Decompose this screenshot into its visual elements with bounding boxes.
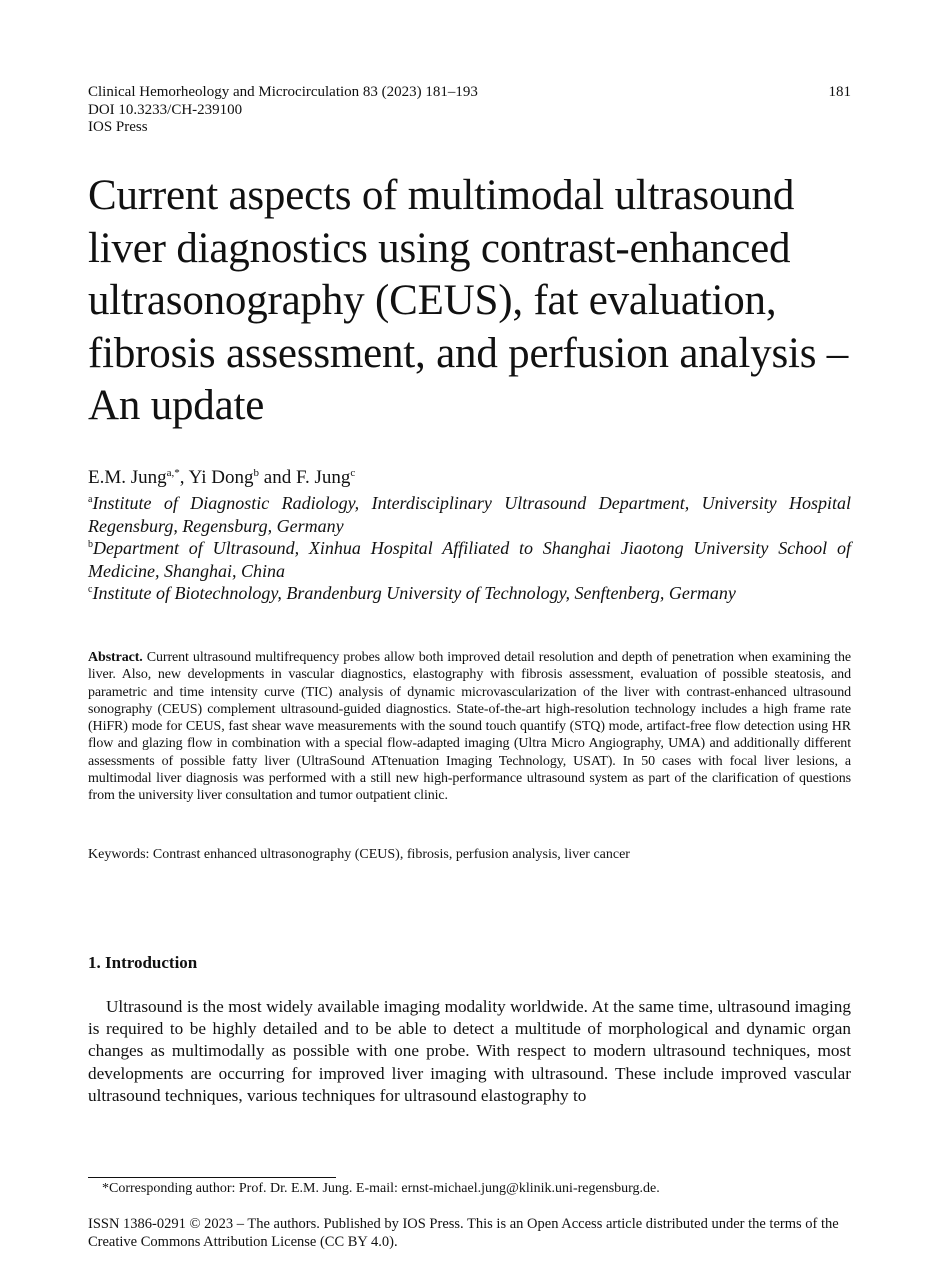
paper-page: [88, 0, 851, 1280]
running-header: [88, 84, 851, 137]
affiliation: $^c$Institute of Biotechnology, Brandenburg University of Technology, Senftenberg, Germany: [88, 583, 736, 603]
affiliation: $^a$Institute of Diagnostic Radiology, Interdisciplinary Ultrasound Department, University Hospital Regensburg, Regensburg, Germany: [88, 493, 851, 536]
author[interactable]: Yi Dong$^b$: [188, 467, 260, 488]
journal-citation: Clinical Hemorheology and Microcirculation 83 (2023) 181–193: [88, 84, 478, 100]
author-affiliation-mark: c: [350, 467, 356, 479]
doi[interactable]: DOI 10.3233/CH-239100: [88, 101, 243, 118]
affiliation: $^b$Department of Ultrasound, Xinhua Hospital Affiliated to Shanghai Jiaotong University School of Medicine, Shanghai, China: [88, 538, 851, 581]
license-statement: ISSN 1386-0291 © 2023 – The authors. Published by IOS Press. This is an Open Access article distributed under the terms of the Creative Commons Attribution License (CC BY 4.0).: [88, 1216, 839, 1250]
paper-title: Current aspects of multimodal ultrasound liver diagnostics using contrast-enhanced ultrasonography (CEUS), fat evaluation, fibrosis assessment, and perfusion analysis – An update: [88, 172, 849, 429]
author-list: E.M. Jung$^{a,*}$, Yi Dong$^b$ and F. Jung$^c$: [88, 467, 356, 488]
abstract-label: Abstract.: [88, 650, 143, 665]
author-affiliation-mark: a,*: [166, 467, 180, 479]
abstract: [88, 649, 851, 805]
page-number: 181: [828, 84, 851, 100]
publisher: IOS Press: [88, 119, 148, 135]
author-affiliation-mark: b: [253, 467, 260, 479]
keywords: Keywords: Contrast enhanced ultrasonography (CEUS), fibrosis, perfusion analysis, liver cancer: [88, 847, 630, 862]
corresponding-author-footnote: *Corresponding author: Prof. Dr. E.M. Jung. E-mail: ernst-michael.jung@klinik.uni-regensburg.de.: [102, 1181, 660, 1196]
section-body: Ultrasound is the most widely available imaging modality worldwide. At the same time, ultrasound imaging is required to be highly detailed and to be able to detect a multitude of morphological and dynamic organ changes as multimodally as possible with one probe. With respect to modern ultrasound techniques, most developments are occurring for improved liver imaging with ultrasound. These include improved vascular ultrasound techniques, various techniques for ultrasound elastography to: [88, 997, 851, 1105]
footnote-divider: [88, 1177, 336, 1178]
affiliation-list: [88, 492, 851, 605]
author[interactable]: F. Jung$^c$: [295, 467, 356, 488]
section-heading: 1. Introduction: [88, 953, 198, 972]
abstract-text: Current ultrasound multifrequency probes allow both improved detail resolution and depth of penetration when examining the liver. Also, new developments in vascular diagnostics, elastography with fibrosis assessment, evaluation of possible steatosis, and parametric and time intensity curve (TIC) analysis of dynamic microvascularization of the liver with contrast-enhanced ultrasound sonography (CEUS) complement ultrasound-guided diagnostics. State-of-the-art high-resolution technology includes a high frame rate (HiFR) mode for CEUS, fast shear wave measurements with the sound touch quantify (STQ) mode, artifact-free flow detection using HR flow and glazing flow in combination with a special flow-adapted imaging (Ultra Micro Angiography, UMA) and additionally different assessments of possible fatty liver (UltraSound ATtenuation Imaging Technology, USAT). In 50 cases with focal liver lesions, a multimodal liver diagnosis was performed with a still new high-performance ultrasound system as part of the clarification of questions from the university liver consultation and tumor outpatient clinic.: [88, 650, 852, 804]
author[interactable]: E.M. Jung$^{a,*}$: [88, 467, 180, 488]
